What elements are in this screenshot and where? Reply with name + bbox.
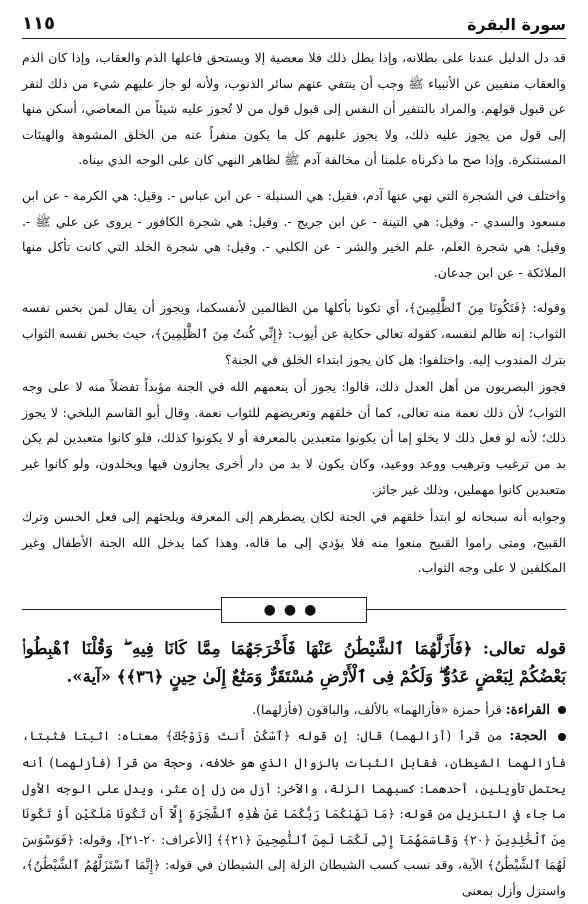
commentary-body	[22, 45, 566, 581]
section-gap	[22, 173, 566, 183]
section-gap	[22, 285, 566, 295]
divider-dots: ●●●	[221, 597, 368, 623]
page-header	[22, 8, 566, 34]
paragraph-prophets-infallibility: قد دل الدليل عندنا على بطلانه، وإذا بطل ذلك فلا معصية إلا ويستحق فاعلها الذم والعقاب، وإذا كان الذم والعقاب منفيين عن الأنبياء ﷺ وجب أن ينتفي عنهم سائر الذنوب، ولأنه لو جاز عليهم شيء من ذلك لنفر عن قبول قولهم. والمراد بالتنفير أن النفس إلى قبول قول من لا تُجوز عليه شيئاً من المعاصي، أسكن منها إلى قول من يجوز عليه ذلك، ولا يجوز عليهم كل ما يكون منفراً عنه من الخلق المشوهة والهيئات المستنكرة. وإذا صح ما ذكرناه علمنا أن مخالفة آدم ﷺ لظاهر النهي كان على الوجه الذي بيناه.	[22, 50, 566, 168]
paragraph-tree-opinions: واختلف في الشجرة التي نهي عنها آدم، فقيل: هي السنبلة - عن ابن عباس -. وقيل: هي الكرمة - عن ابن مسعود والسدي -. وقيل: هي التينة - عن ابن جريج -. وقيل: هي شجرة الكافور - يروى عن علي ﷺ -. وقيل: هي شجرة العلم، علم الخير والشر - عن الكلبي -. وقيل: هي شجرة الخلد التي كانت تأكل منها الملائكة - عن ابن جدعان.	[22, 187, 566, 280]
paragraph-wrongdoers: وقوله: ﴿فَتَكُونَا مِنَ ٱلظَّٰلِمِينَ﴾، أي تكونا بأكلها من الظالمين لأنفسكما، ويجوز أن يقال لمن بخس نفسه الثواب: إنه ظالم لنفسه، كقوله تعالى حكاية عن أيوب: ﴿إِنِّي كُنتُ مِنَ ٱلظَّٰلِمِينَ﴾، حيث بخس نفسه الثواب بترك المندوب إليه. واختلفوا: هل كان يجوز ابتداء الخلق في الجنة؟	[22, 300, 566, 367]
qiraah-label: القراءة:	[505, 701, 550, 718]
surah-title: سورة البقرة	[467, 15, 566, 34]
hujjah-paragraph	[22, 723, 566, 903]
section-divider	[22, 593, 566, 627]
qiraah-line	[22, 697, 566, 724]
verse-heading: قوله تعالى: ﴿فَأَزَلَّهُمَا ٱلشَّيْطَٰنُ عَنْهَا فَأَخْرَجَهُمَا مِمَّا كَانَا فِيهِ ۖ وَقُلْنَا ٱهْبِطُوا۟ بَعْضُكُمْ لِبَعْضٍ عَدُوٌّ ۖ وَلَكُمْ فِى ٱلْأَرْضِ مُسْتَقَرٌّ وَمَتَٰعٌ إِلَىٰ حِينٍ ﴿٣٦﴾﴾ «آية».	[22, 638, 566, 686]
qiraah-text: قرأ حمزة «فأزالهما» بالألف، والباقون (فأزلهما).	[252, 701, 502, 717]
bullet-icon	[558, 706, 566, 714]
hujjah-label: الحجة:	[509, 728, 547, 745]
paragraph-reply: وجوابه أنه سبحانه لو ابتدأ خلقهم في الجنة لكان يضطرهم إلى المعرفة ويلجئهم إلى فعل الحسن وترك القبيح، ومتى راموا القبيح منعوا منه فلا يؤدي إلى ما قاله، وهذا كما يدخل الله الجنة الأطفال وغير المكلفين لا على وجه الثواب.	[22, 509, 566, 576]
paragraph-basrians: فجوز البصريون من أهل العدل ذلك، قالوا: يجوز أن ينعمهم الله في الجنة مؤبداً تفضلاً منه لا على وجه الثواب؛ لأن ذلك نعمة منه تعالى، كما أن خلقهم وتعريضهم للثواب نعمة. وقال أبو القاسم البلخي: لا يجوز ذلك؛ لأنه لو فعل ذلك لا يخلو إما أن يكونوا متعبدين بالمعرفة أو لا يكونوا كذلك، فلو كانوا متعبدين لم يكن بد من ترغيب وترهيب ووعد ووعيد، وكان يكون لا بد من دار أخرى يجازون فيها ويخلدون، ولو كانوا غير متعبدين كانوا مهملين، وذلك غير جائز.	[22, 379, 566, 497]
header-rule	[22, 38, 566, 39]
hujjah-text: من قرأ (أزالهما) قال: إن قوله ﴿ٱسْكُنْ أَنتَ وَزَوْجُكَ﴾ معناه: اثبتا فثبتا، فأزالهما الشيطان، فقابل الثبات بالزوال الذي هو خلافه، وحجة من قرأ (فأزلهما) أنه يحتمل تأويلين، أحدهما: كسبهما الزلة، والآخر: أزل من زل إن عثر، ويدل على الوجه الأول ما جاء في التنزيل من قوله: ﴿مَا نَهَىٰكُمَا رَبُّكُمَا عَنْ هَٰذِهِ ٱلشَّجَرَةِ إِلَّآ أَن تَكُونَا مَلَكَيْنِ أَوْ تَكُونَا مِنَ ٱلْخَٰلِدِينَ ﴿٢٠﴾ وَقَاسَمَهُمَآ إِنِّى لَكُمَا لَمِنَ ٱلنَّٰصِحِينَ ﴿٢١﴾﴾ [الأعراف: ٢٠-٢١]، وقوله: ﴿فَوَسْوَسَ لَهُمَا ٱلشَّيْطَٰنُ﴾ الآية، وقد نسب كسب الشيطان الزلة إلى الشيطان في قوله: ﴿إِنَّمَا ٱسْتَزَلَّهُمُ ٱلشَّيْطَٰنُ﴾، واستزل وأزل بمعنى	[22, 728, 566, 899]
bullet-icon	[558, 733, 566, 741]
page-number: ١١٥	[22, 13, 55, 34]
